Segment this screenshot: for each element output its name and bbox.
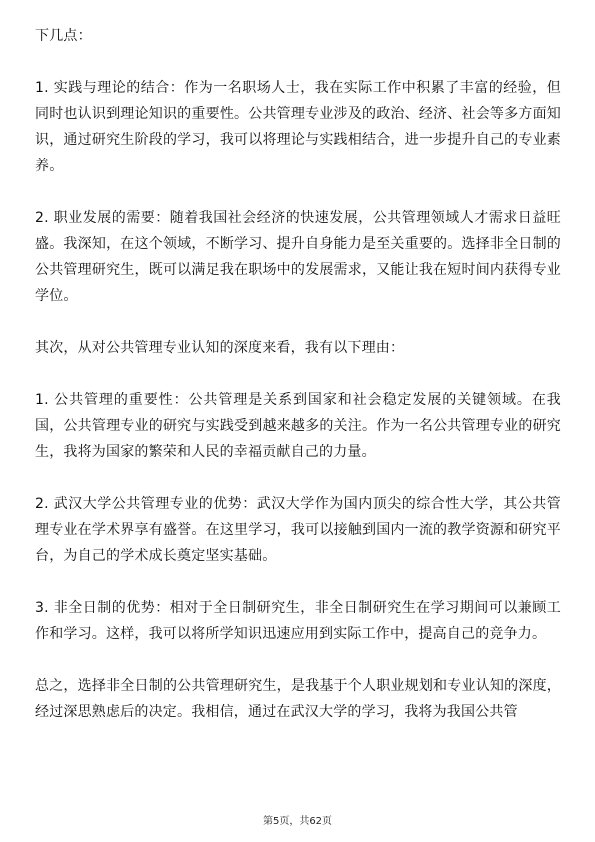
paragraph-importance: 1. 公共管理的重要性：公共管理是关系到国家和社会稳定发展的关键领域。在我国，公共管理专业的研究与实践受到越来越多的关注。作为一名公共管理专业的研究生，我将为国家的繁荣和人民的幸福贡献自己的力量。 bbox=[35, 392, 561, 460]
paragraph-part-time-advantage: 3. 非全日制的优势：相对于全日制研究生，非全日制研究生在学习期间可以兼顾工作和学习。这样，我可以将所学知识迅速应用到实际工作中，提高自己的竞争力。 bbox=[35, 600, 561, 642]
paragraph-conclusion: 总之，选择非全日制的公共管理研究生，是我基于个人职业规划和专业认知的深度，经过深思熟虑后的决定。我相信，通过在武汉大学的学习，我将为我国公共管 bbox=[35, 678, 561, 720]
paragraph-gap bbox=[35, 49, 561, 75]
paragraph-practice-theory: 1. 实践与理论的结合：作为一名职场人士，我在实际工作中积累了丰富的经验，但同时也认识到理论知识的重要性。公共管理专业涉及的政治、经济、社会等多方面知识，通过研究生阶段的学习，我可以将理论与实践相结合，进一步提升自己的专业素养。 bbox=[35, 80, 561, 174]
page-number-footer: 第5页，共62页 bbox=[262, 816, 333, 827]
paragraph-gap bbox=[35, 309, 561, 335]
paragraph-gap bbox=[35, 179, 561, 205]
paragraph-second-reason-intro: 其次，从对公共管理专业认知的深度来看，我有以下理由： bbox=[35, 340, 405, 356]
paragraph-gap bbox=[35, 647, 561, 673]
paragraph-gap bbox=[35, 361, 561, 387]
paragraph-whu-advantage: 2. 武汉大学公共管理专业的优势：武汉大学作为国内顶尖的综合性大学，其公共管理专业在学术界享有盛誉。在这里学习，我可以接触到国内一流的教学资源和研究平台，为自己的学术成长奠定坚实基础。 bbox=[35, 496, 561, 564]
paragraph-career-development: 2. 职业发展的需要：随着我国社会经济的快速发展，公共管理领域人才需求日益旺盛。我深知，在这个领域，不断学习、提升自身能力是至关重要的。选择非全日制的公共管理研究生，既可以满足我在职场中的发展需求，又能让我在短时间内获得专业学位。 bbox=[35, 210, 561, 304]
paragraph-gap bbox=[35, 465, 561, 491]
paragraph-gap bbox=[35, 569, 561, 595]
paragraph-intro-fragment: 下几点： bbox=[35, 28, 92, 44]
document-body bbox=[35, 23, 561, 725]
